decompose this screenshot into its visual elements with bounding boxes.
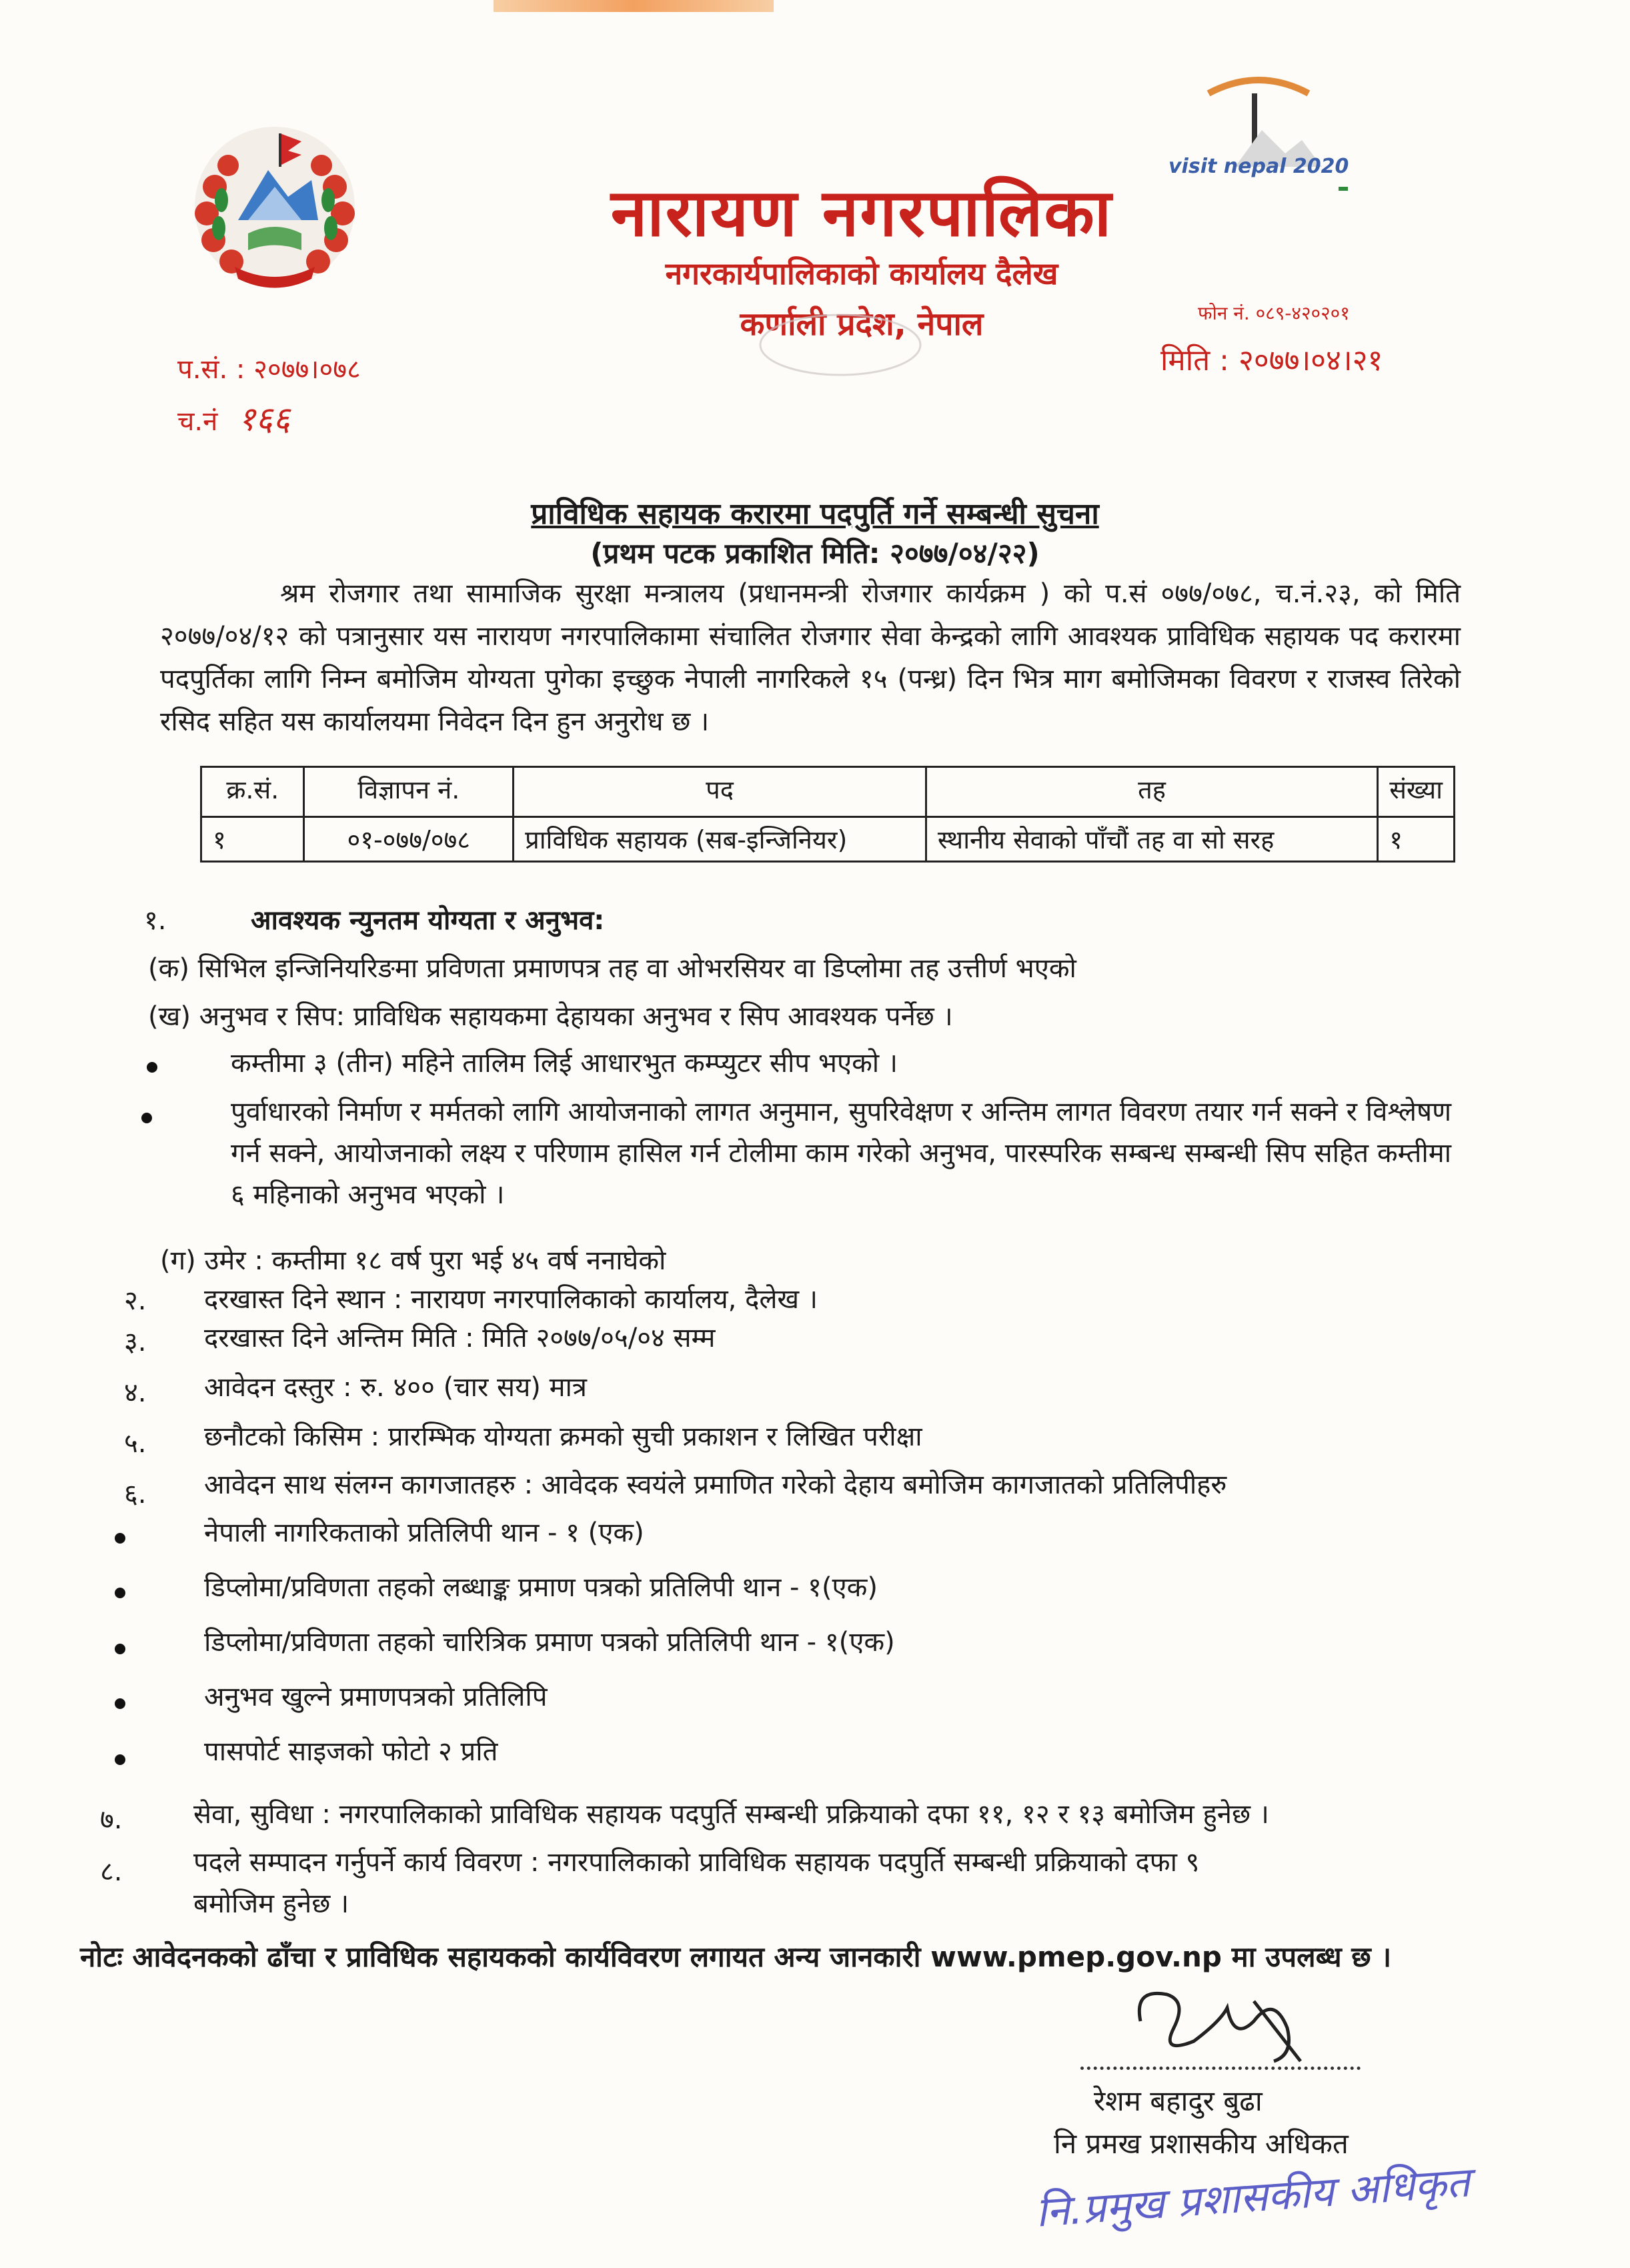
bullet-icon [115,1754,125,1765]
item-4-text: आवेदन दस्तुर : रु. ४०० (चार सय) मात्र [204,1372,587,1403]
item-4-number: ४. [124,1377,147,1408]
col-ad-no: विज्ञापन नं. [304,767,514,817]
publish-date: (प्रथम पटक प्रकाशित मिति: २०७७/०४/२२) [590,537,1040,570]
visit-nepal-text: visit nepal 2020 [1168,155,1349,178]
doc-bullet-2: डिप्लोमा/प्रविणता तहको लब्धाङ्क प्रमाण पत्रको प्रतिलिपी थान - १(एक) [204,1572,878,1603]
dispatch-label: च.नं [177,406,218,437]
doc-bullet-4: अनुभव खुल्ने प्रमाणपत्रको प्रतिलिपि [204,1682,548,1712]
phone-number: फोन नं. ०८९-४२०२०१ [1198,302,1350,324]
cell-count: १ [1378,817,1455,862]
doc-bullet-1: नेपाली नागरिकताको प्रतिलिपी थान - १ (एक) [204,1518,644,1548]
reference-number: प.सं. : २०७७।०७८ [177,354,361,385]
item-5-text: छनौटको किसिम : प्रारम्भिक योग्यता क्रमको सुची प्रकाशन र लिखित परीक्षा [204,1422,922,1452]
dispatch-value: १६६ [238,400,291,438]
signature-line [1080,2067,1361,2070]
item-7-number: ७. [100,1804,123,1835]
doc-bullet-3: डिप्लोमा/प्रविणता तहको चारित्रिक प्रमाण पत्रको प्रतिलिपी थान - १(एक) [204,1627,895,1658]
signature-icon [1120,1981,1321,2068]
official-stamp: नि.प्रमुख प्रशासकीय अधिकृत [1034,2157,1472,2237]
col-sn: क्र.सं. [201,767,304,817]
table-header-row [201,767,1455,817]
skill-bullet-1: कम्तीमा ३ (तीन) महिने तालिम लिई आधारभुत कम्प्युटर सीप भएको । [231,1048,898,1079]
cell-level: स्थानीय सेवाको पाँचौं तह वा सो सरह [926,817,1377,862]
item-1-title: आवश्यक न्युनतम योग्यता र अनुभव: [251,905,605,936]
municipality-title: नारायण नगरपालिका [610,175,1113,251]
col-post: पद [514,767,926,817]
item-ka: (क) सिभिल इन्जिनियरिङमा प्रविणता प्रमाणपत्र तह वा ओभरसियर वा डिप्लोमा तह उत्तीर्ण भएको [148,953,1076,984]
top-decorative-strip [494,0,774,12]
col-level: तह [926,767,1377,817]
vacancy-table [200,766,1455,863]
visit-nepal-logo-icon [1168,67,1349,200]
item-2-number: २. [124,1285,147,1316]
item-7-text: सेवा, सुविधा : नगरपालिकाको प्राविधिक सहायक पदपुर्ति सम्बन्धी प्रक्रियाको दफा ११, १२ र १३ बमोजिम हुनेछ । [193,1799,1269,1830]
item-kha: (ख) अनुभव र सिप: प्राविधिक सहायकमा देहायका अनुभव र सिप आवश्यक पर्नेछ । [148,1001,953,1032]
bullet-icon [115,1588,125,1598]
office-name: नगरकार्यपालिकाको कार्यालय दैलेख [665,255,1058,292]
item-6-text: आवेदन साथ संलग्न कागजातहरु : आवेदक स्वयंले प्रमाणित गरेको देहाय बमोजिम कागजातको प्रतिलिपीहरु [204,1470,1227,1500]
province-name: कर्णाली प्रदेश, नेपाल [740,306,984,343]
dispatch-number [177,395,290,440]
item-8-number: ८. [100,1856,123,1887]
signer-designation: नि प्रमख प्रशासकीय अधिकत [1054,2127,1349,2160]
footer-note: नोटः आवेदनकको ढाँचा र प्राविधिक सहायकको कार्यविवरण लगायत अन्य जानकारी www.pmep.gov.np मा उपलब्ध छ । [80,1940,1392,1973]
doc-bullet-5: पासपोर्ट साइजको फोटो २ प्रति [204,1736,498,1767]
bullet-icon [115,1698,125,1709]
item-8-text-cont: बमोजिम हुनेछ । [193,1888,349,1919]
signer-name: रेशम बहादुर बुढा [1094,2085,1263,2117]
bullet-icon [147,1062,157,1073]
bullet-icon [141,1113,152,1123]
table-row [201,817,1455,862]
cell-ad-no: ०१-०७७/०७८ [304,817,514,862]
item-ga: (ग) उमेर : कम्तीमा १८ वर्ष पुरा भई ४५ वर्ष ननाघेको [160,1245,666,1276]
item-6-number: ६. [124,1479,147,1510]
notice-heading: प्राविधिक सहायक करारमा पदपुर्ति गर्ने सम्बन्धी सुचना [531,497,1099,531]
item-3-text: दरखास्त दिने अन्तिम मिति : मिति २०७७/०५/०४ सम्म [204,1323,716,1353]
faint-stamp-icon [754,308,927,382]
notice-intro: श्रम रोजगार तथा सामाजिक सुरक्षा मन्त्रालय (प्रधानमन्त्री रोजगार कार्यक्रम ) को प.सं ०७७/०७८, च.नं.२३, को मिति २०७७/०४/१२ को पत्रानुसार यस नारायण नगरपालिकामा संचालित रोजगार सेवा केन्द्रको लागि आवश्यक प्राविधिक सहायक पद करारमा पदपुर्तिका लागि निम्न बमोजिम योग्यता पुगेका इच्छुक नेपाली नागरिकले १५ (पन्ध्र) दिन भित्र माग बमोजिमका विवरण र राजस्व तिरेको रसिद सहित यस कार्यालयमा निवेदन दिन हुन अनुरोध छ । [160,578,1461,737]
item-5-number: ५. [124,1428,147,1459]
skill-bullet-2: पुर्वाधारको निर्माण र मर्मतको लागि आयोजनाको लागत अनुमान, सुपरिवेक्षण र अन्तिम लागत विवरण तयार गर्न सक्ने र विश्लेषण गर्न सक्ने, आयोजनाको लक्ष्य र परिणाम हासिल गर्न टोलीमा काम गरेको अनुभव, पारस्परिक सम्बन्ध सम्बन्धी सिप सहित कम्तीमा ६ महिनाको अनुभव भएको । [231,1097,1451,1210]
col-count: संख्या [1378,767,1455,817]
cell-sn: १ [201,817,304,862]
bullet-icon [115,1533,125,1544]
item-1-number: १. [144,905,167,936]
cell-post: प्राविधिक सहायक (सब-इन्जिनियर) [514,817,926,862]
item-2-text: दरखास्त दिने स्थान : नारायण नगरपालिकाको कार्यालय, दैलेख । [204,1284,818,1315]
letter-date: मिति : २०७७।०४।२१ [1160,344,1383,378]
bullet-icon [115,1644,125,1654]
item-3-number: ३. [124,1327,147,1357]
item-8-text: पदले सम्पादन गर्नुपर्ने कार्य विवरण : नगरपालिकाको प्राविधिक सहायक पदपुर्ति सम्बन्धी प्रक्रियाको दफा ९ [193,1847,1200,1878]
